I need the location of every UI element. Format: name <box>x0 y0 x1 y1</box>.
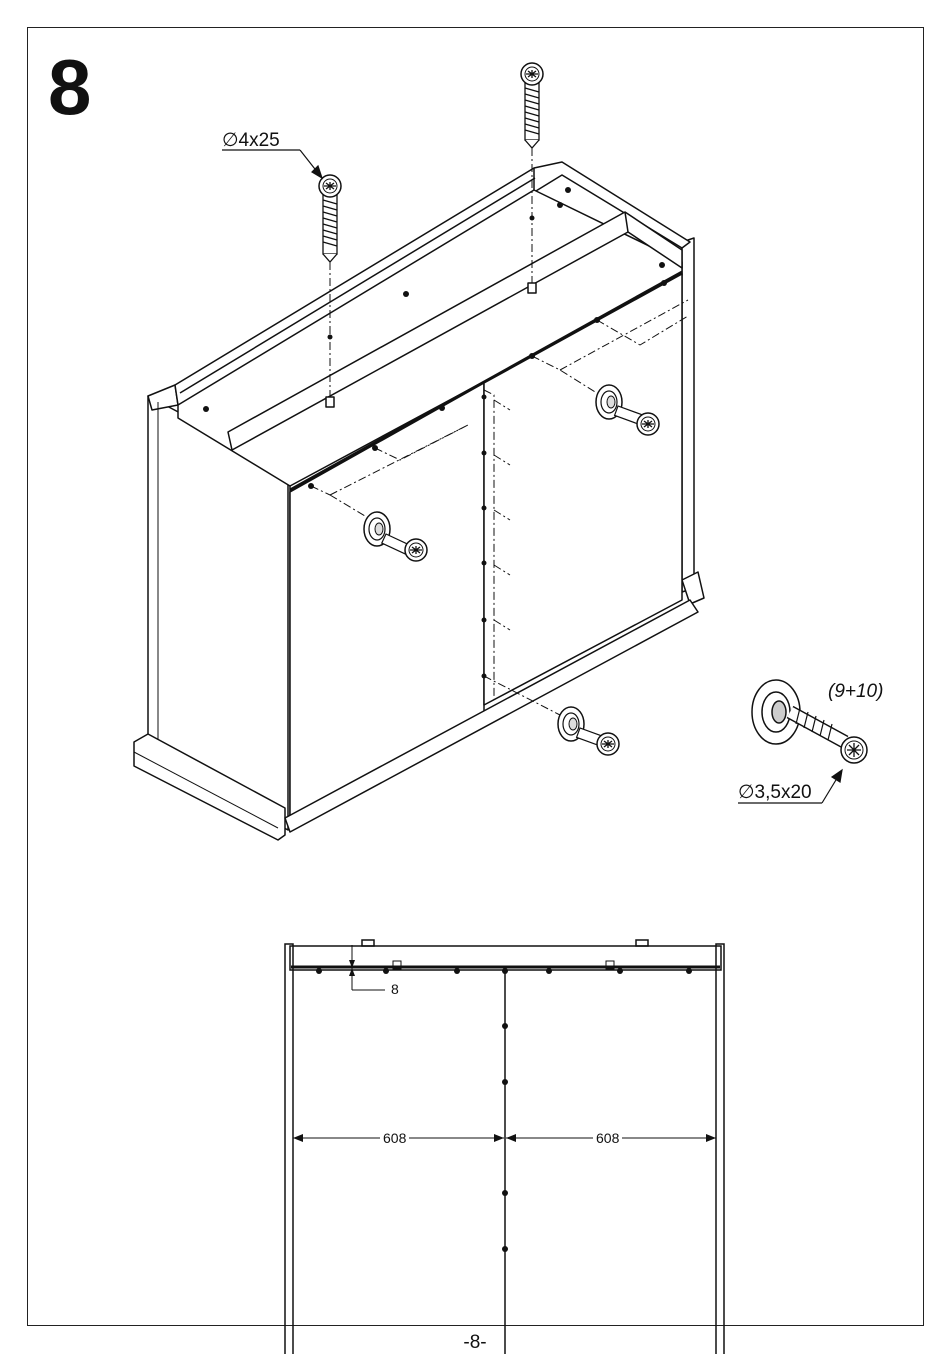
screw-4x25-label: ∅4x25 <box>222 130 280 151</box>
plan-view <box>278 940 730 1354</box>
right-width-dimension: 608 <box>593 1131 622 1145</box>
cabinet-iso <box>134 162 704 840</box>
step-number: 8 <box>48 43 92 131</box>
leader-4x25 <box>222 150 322 178</box>
screw-3-5x20-label: ∅3,5x20 <box>738 782 812 803</box>
cam-fitting-bottom <box>558 707 619 755</box>
right-side-panel <box>682 238 694 592</box>
parts-reference-label: (9+10) <box>828 681 884 702</box>
page-number: -8- <box>463 1332 487 1353</box>
offset-dimension: 8 <box>388 982 402 996</box>
left-width-dimension: 608 <box>380 1131 409 1145</box>
